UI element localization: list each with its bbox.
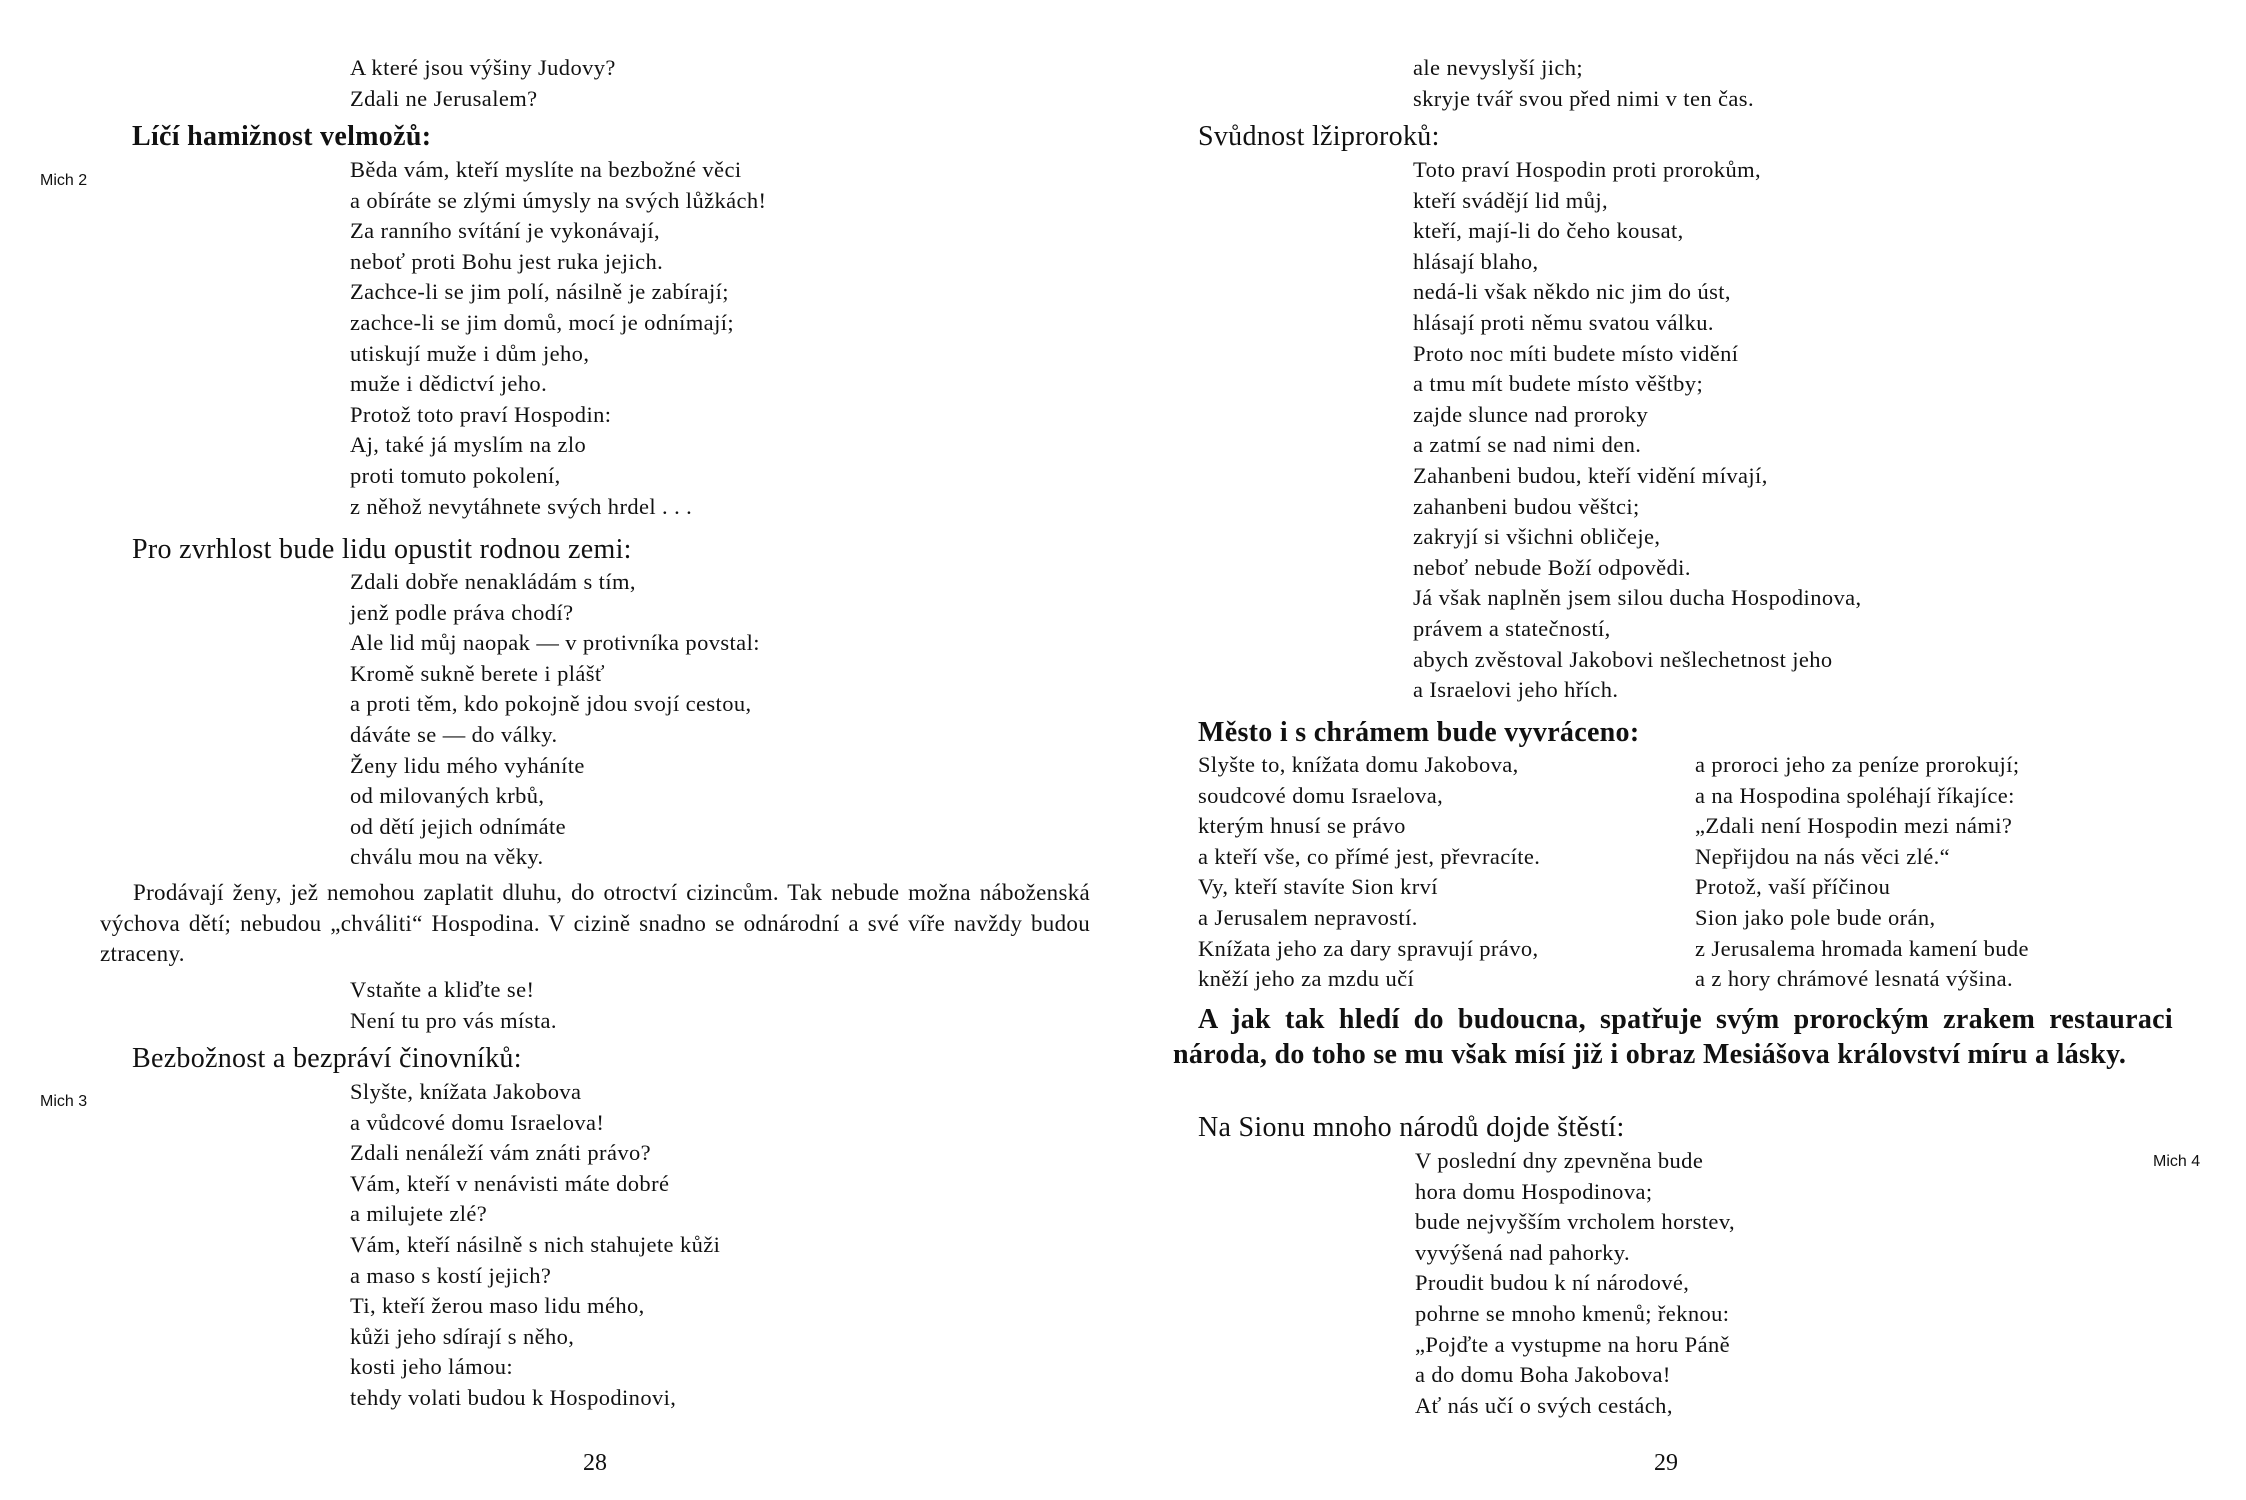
verse-line: dáváte se — do války.	[350, 721, 558, 747]
verse-line: tehdy volati budou k Hospodinovi,	[350, 1384, 677, 1410]
verse-line: Ať nás učí o svých cestách,	[1415, 1392, 1673, 1418]
verse-line: Zdali dobře nenakládám s tím,	[350, 569, 636, 594]
verse-line: nedá-li však někdo nic jim do úst,	[1413, 279, 1731, 305]
verse-line: Ale lid můj naopak — v protivníka povstal:	[350, 630, 760, 656]
verse-line: Proto noc míti budete místo vidění	[1413, 340, 1739, 366]
verse-line: a proti těm, kdo pokojně jdou svojí cestou,	[350, 691, 752, 717]
verse-line: hlásají blaho,	[1413, 248, 1539, 274]
verse-line: Protož toto praví Hospodin:	[350, 401, 612, 427]
verse-line: Běda vám, kteří myslíte na bezbožné věci	[350, 157, 742, 182]
verse-line: Aj, také já myslím na zlo	[350, 432, 587, 458]
verse-line: od milovaných krbů,	[350, 783, 545, 809]
verse-line: Ženy lidu mého vyháníte	[350, 752, 585, 778]
section-heading: Líčí hamižnost velmožů:	[132, 121, 432, 152]
verse-line: pohrne se mnoho kmenů; řeknou:	[1415, 1300, 1730, 1326]
verse-line: neboť proti Bohu jest ruka jejich.	[350, 248, 664, 274]
verse-block-d	[350, 975, 557, 1036]
verse-line: A které jsou výšiny Judovy?	[350, 55, 616, 80]
verse-block-d	[1415, 1146, 1735, 1421]
verse-line: Ti, kteří žerou maso lidu mého,	[350, 1293, 645, 1319]
verse-line: Slyšte to, knížata domu Jakobova,	[1198, 752, 1519, 777]
verse-block-a	[1413, 53, 1754, 114]
verse-block-b	[350, 155, 766, 522]
verse-block-b	[1413, 155, 1862, 706]
verse-line: a obíráte se zlými úmysly na svých lůžkách!	[350, 187, 767, 213]
verse-line: „Pojďte a vystupme na horu Páně	[1415, 1331, 1731, 1357]
verse-line: chválu mou na věky.	[350, 844, 544, 870]
verse-line: Kromě sukně berete i plášť	[350, 660, 605, 686]
page-number: 28	[583, 1450, 607, 1476]
verse-line: Vy, kteří stavíte Sion krví	[1198, 874, 1438, 900]
verse-line: muže i dědictví jeho.	[350, 371, 548, 397]
verse-line: a Israelovi jeho hřích.	[1413, 677, 1619, 703]
verse-line: Není tu pro vás místa.	[350, 1007, 557, 1033]
verse-block-e	[350, 1077, 720, 1414]
verse-block-c	[350, 567, 760, 873]
verse-line: Zachce-li se jim polí, násilně je zabírají;	[350, 279, 729, 305]
section-heading: Pro zvrhlost bude lidu opustit rodnou zemi:	[132, 534, 632, 565]
verse-block-a	[350, 53, 616, 114]
verse-line: Zahanbeni budou, kteří vidění mívají,	[1413, 462, 1768, 488]
verse-line: Vám, kteří v nenávisti máte dobré	[350, 1170, 670, 1196]
verse-line: od dětí jejich odnímáte	[350, 813, 567, 839]
verse-line: Zdali ne Jerusalem?	[350, 85, 538, 111]
verse-line: a tmu mít budete místo věštby;	[1413, 371, 1704, 397]
verse-line: kosti jeho lámou:	[350, 1354, 514, 1380]
verse-line: hlásají proti němu svatou válku.	[1413, 309, 1714, 335]
section-heading: Na Sionu mnoho národů dojde štěstí:	[1198, 1112, 1625, 1143]
verse-line: Nepřijdou na nás věci zlé.“	[1695, 843, 1951, 869]
verse-line: kněží jeho za mzdu učí	[1198, 966, 1415, 992]
verse-line: a proroci jeho za peníze prorokují;	[1695, 752, 2020, 777]
verse-column-right	[1695, 750, 2029, 995]
verse-line: právem a statečností,	[1413, 615, 1611, 641]
verse-line: zakryjí si všichni obličeje,	[1413, 524, 1661, 550]
verse-line: z Jerusalema hromada kamení bude	[1695, 935, 2029, 961]
verse-line: Slyšte, knížata Jakobova	[350, 1079, 582, 1104]
verse-line: Proudit budou k ní národové,	[1415, 1270, 1690, 1296]
verse-line: a vůdcové domu Israelova!	[350, 1109, 605, 1135]
margin-reference: Mich 3	[40, 1093, 88, 1110]
verse-line: „Zdali není Hospodin mezi námi?	[1695, 813, 2013, 839]
verse-column-left	[1198, 750, 1540, 995]
verse-line: abych zvěstoval Jakobovi nešlechetnost jeho	[1413, 646, 1833, 672]
page-number: 29	[1654, 1450, 1678, 1476]
verse-line: z něhož nevytáhnete svých hrdel . . .	[350, 493, 693, 519]
verse-line: Sion jako pole bude orán,	[1695, 904, 1936, 930]
verse-line: a milujete zlé?	[350, 1201, 488, 1227]
verse-line: proti tomuto pokolení,	[350, 462, 561, 488]
verse-line: Za ranního svítání je vykonávají,	[350, 218, 660, 244]
verse-line: kteří, mají-li do čeho kousat,	[1413, 218, 1684, 244]
verse-line: Protož, vaší příčinou	[1695, 874, 1891, 900]
verse-line: V poslední dny zpevněna bude	[1415, 1148, 1704, 1173]
verse-line: a maso s kostí jejich?	[350, 1262, 552, 1288]
verse-line: kůži jeho sdírají s něho,	[350, 1323, 575, 1349]
verse-line: soudcové domu Israelova,	[1198, 782, 1444, 808]
margin-reference: Mich 4	[2153, 1153, 2201, 1170]
verse-line: kterým hnusí se právo	[1198, 813, 1406, 839]
section-heading: Město i s chrámem bude vyvráceno:	[1198, 717, 1640, 748]
prose-paragraph: Prodávají ženy, jež nemohou zaplatit dluhu, do otroctví cizincům. Tak nebude možna náboženská výchova dětí; nebudou „chváliti“ Hospodina. V cizině snadno se odnárodní a své víře navždy budou ztraceny.	[100, 880, 1090, 967]
verse-line: a Jerusalem nepravostí.	[1198, 904, 1418, 930]
section-heading: Svůdnost lžiproroků:	[1198, 121, 1440, 152]
verse-line: neboť nebude Boží odpovědi.	[1413, 554, 1691, 580]
verse-line: Vám, kteří násilně s nich stahujete kůži	[350, 1231, 721, 1257]
verse-line: Já však naplněn jsem silou ducha Hospodinova,	[1413, 585, 1862, 611]
verse-line: Vstaňte a kliďte se!	[350, 977, 535, 1002]
margin-reference: Mich 2	[40, 172, 88, 189]
verse-line: ale nevyslyší jich;	[1413, 55, 1584, 80]
verse-line: Toto praví Hospodin proti prorokům,	[1413, 157, 1762, 182]
verse-line: zachce-li se jim domů, mocí je odnímají;	[350, 309, 735, 335]
verse-line: kteří svádějí lid můj,	[1413, 187, 1609, 213]
verse-line: a do domu Boha Jakobova!	[1415, 1362, 1671, 1388]
verse-line: utiskují muže i dům jeho,	[350, 340, 590, 366]
verse-line: hora domu Hospodinova;	[1415, 1178, 1653, 1204]
prose-paragraph: A jak tak hledí do budoucna, spatřuje svým prorockým zrakem restauraci národa, do toho se mu však mísí již i obraz Mesiášova království míru a lásky.	[1173, 1004, 2173, 1070]
verse-line: Knížata jeho za dary spravují právo,	[1198, 935, 1539, 961]
verse-line: zajde slunce nad proroky	[1413, 401, 1649, 427]
verse-line: jenž podle práva chodí?	[350, 599, 574, 625]
verse-line: bude nejvyšším vrcholem horstev,	[1415, 1209, 1736, 1235]
section-heading: Bezbožnost a bezpráví činovníků:	[132, 1043, 522, 1074]
verse-line: a na Hospodina spoléhají říkajíce:	[1695, 782, 2015, 808]
verse-line: Zdali nenáleží vám znáti právo?	[350, 1140, 652, 1166]
right-page	[1123, 0, 2246, 1500]
verse-line: a z hory chrámové lesnatá výšina.	[1695, 966, 2014, 992]
verse-line: skryje tvář svou před nimi v ten čas.	[1413, 85, 1754, 111]
verse-line: a kteří vše, co přímé jest, převracíte.	[1198, 843, 1541, 869]
verse-line: vyvýšená nad pahorky.	[1415, 1239, 1631, 1265]
verse-line: a zatmí se nad nimi den.	[1413, 432, 1642, 458]
verse-line: zahanbeni budou věštci;	[1413, 493, 1640, 519]
